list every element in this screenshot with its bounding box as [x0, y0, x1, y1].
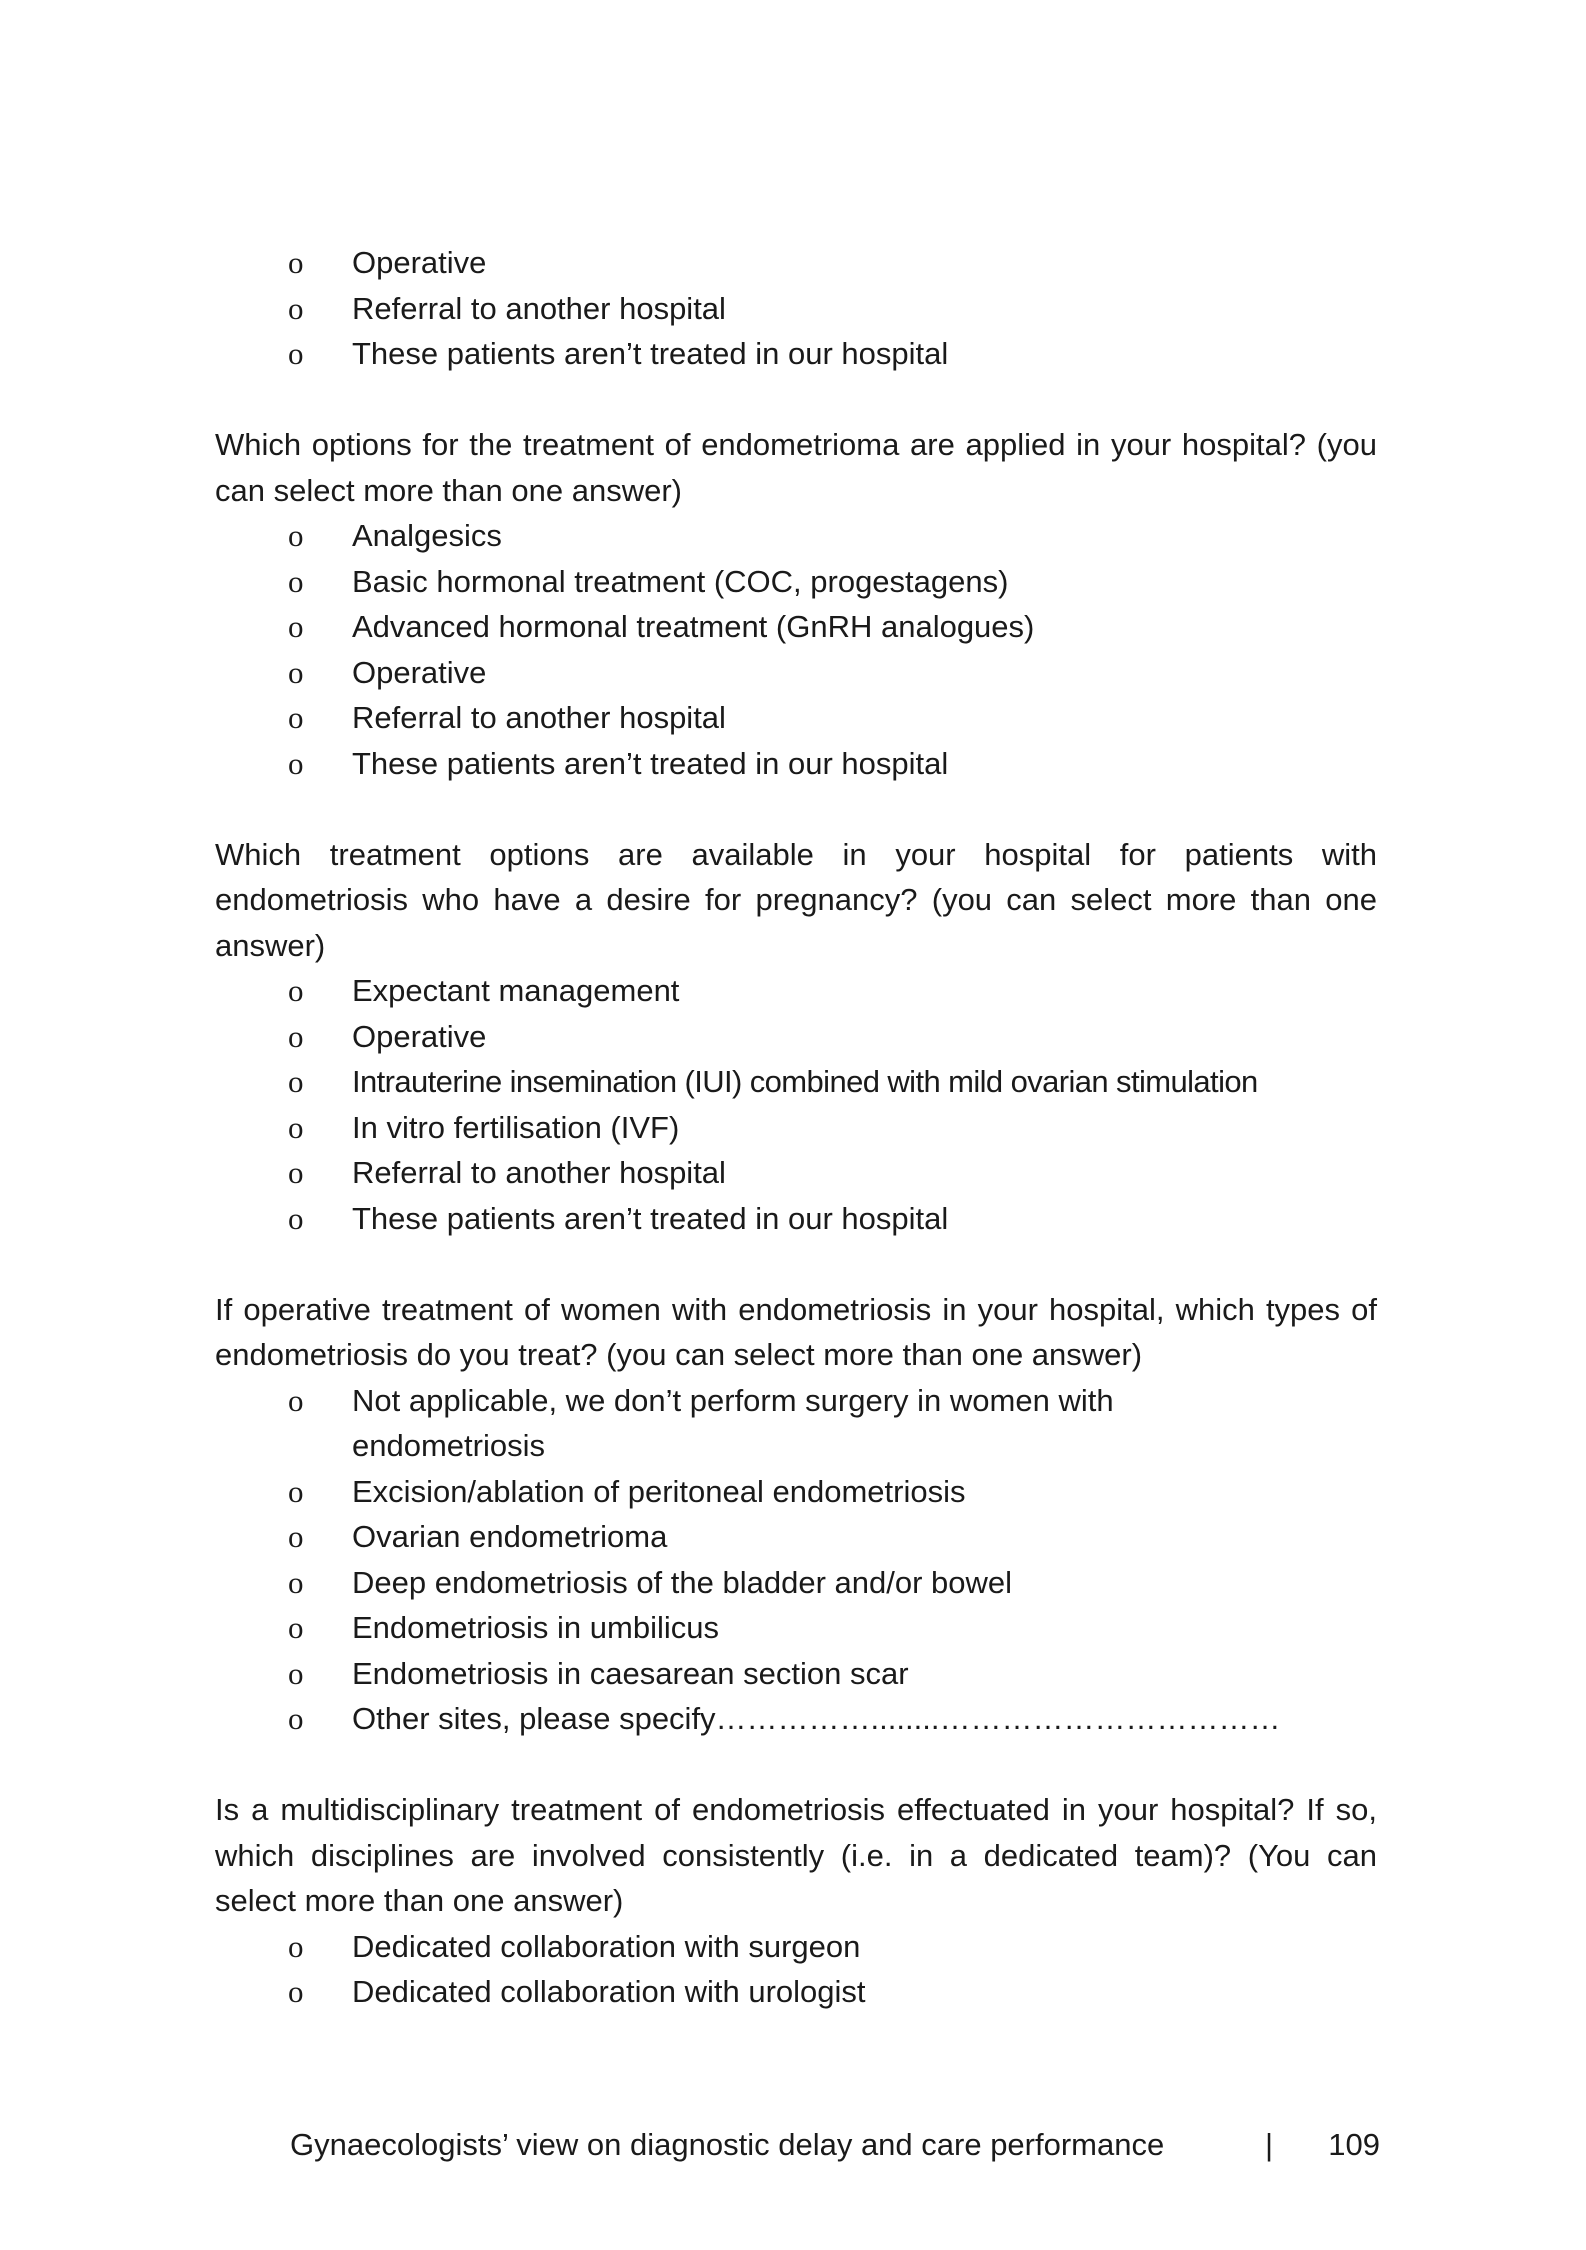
option-label: Expectant management: [352, 973, 680, 1008]
option-item[interactable]: [215, 1651, 1377, 1697]
question-section: [215, 240, 1377, 377]
option-item[interactable]: [215, 1696, 1377, 1742]
question-section: [215, 1287, 1377, 1742]
question-text: If operative treatment of women with endometriosis in your hospital, which types of endometriosis do you treat? (you can select more than one answer): [215, 1291, 1377, 1372]
option-list: [215, 968, 1377, 1241]
checkbox-bullet-icon[interactable]: o: [288, 563, 304, 599]
option-label: Operative: [352, 654, 487, 690]
checkbox-bullet-icon[interactable]: o: [288, 1655, 304, 1691]
option-item[interactable]: [215, 1059, 1377, 1105]
checkbox-bullet-icon[interactable]: o: [288, 1109, 304, 1145]
checkbox-bullet-icon[interactable]: o: [288, 1064, 304, 1099]
checkbox-bullet-icon[interactable]: o: [288, 654, 304, 690]
option-item[interactable]: [215, 286, 1377, 332]
option-label: These patients aren’t treated in our hospital: [352, 1200, 949, 1236]
option-label: Dedicated collaboration with urologist: [352, 1974, 866, 2009]
checkbox-bullet-icon[interactable]: o: [288, 1200, 304, 1236]
question-section: [215, 1787, 1377, 2015]
checkbox-bullet-icon[interactable]: o: [288, 1974, 304, 2009]
option-label: Operative: [352, 1018, 487, 1054]
option-item[interactable]: [215, 1605, 1377, 1651]
checkbox-bullet-icon[interactable]: o: [288, 1519, 304, 1554]
option-label: Dedicated collaboration with surgeon: [352, 1928, 861, 1964]
question-text: Which options for the treatment of endometrioma are applied in your hospital? (you can select more than one answer): [215, 427, 1377, 508]
option-label: In vitro fertilisation (IVF): [352, 1109, 680, 1145]
checkbox-bullet-icon[interactable]: o: [288, 1155, 304, 1190]
option-label: Ovarian endometrioma: [352, 1519, 668, 1554]
option-item[interactable]: [215, 1514, 1377, 1560]
checkbox-bullet-icon[interactable]: o: [288, 1701, 304, 1736]
option-item[interactable]: [215, 1105, 1377, 1151]
checkbox-bullet-icon[interactable]: o: [288, 336, 304, 371]
option-item[interactable]: [215, 1014, 1377, 1060]
option-label: These patients aren’t treated in our hospital: [352, 745, 949, 781]
option-item[interactable]: [215, 331, 1377, 377]
option-item[interactable]: [215, 604, 1377, 650]
option-label: Intrauterine insemination (IUI) combined with mild ovarian stimulation: [352, 1064, 1258, 1099]
option-item[interactable]: [215, 559, 1377, 605]
option-label: Other sites, please specify……………........……………………………: [352, 1701, 1281, 1736]
checkbox-bullet-icon[interactable]: o: [288, 1610, 304, 1645]
option-label: Endometriosis in caesarean section scar: [352, 1655, 909, 1691]
question-text: Which treatment options are available in your hospital for patients with endometriosis who have a desire for pregnancy? (you can select more than one answer): [215, 836, 1377, 963]
option-label: Referral to another hospital: [352, 700, 726, 735]
option-item[interactable]: [215, 1969, 1377, 2015]
checkbox-bullet-icon[interactable]: o: [288, 609, 304, 644]
running-title: Gynaecologists’ view on diagnostic delay and care performance: [290, 2127, 1165, 2162]
checkbox-bullet-icon[interactable]: o: [288, 973, 304, 1008]
checkbox-bullet-icon[interactable]: o: [288, 745, 304, 781]
option-label: Deep endometriosis of the bladder and/or bowel: [352, 1564, 1013, 1600]
option-item[interactable]: [215, 1469, 1377, 1515]
checkbox-bullet-icon[interactable]: o: [288, 518, 304, 553]
option-list: [215, 1378, 1377, 1742]
option-label: Excision/ablation of peritoneal endometriosis: [352, 1473, 966, 1509]
option-label: Referral to another hospital: [352, 1155, 726, 1190]
option-label: Operative: [352, 245, 487, 280]
option-label: Referral to another hospital: [352, 290, 726, 326]
page-number: 109: [1328, 2127, 1380, 2162]
option-list: [215, 240, 1377, 377]
option-item[interactable]: [215, 1196, 1377, 1242]
checkbox-bullet-icon[interactable]: o: [288, 1018, 304, 1054]
option-list: [215, 1924, 1377, 2015]
option-label: Basic hormonal treatment (COC, progestagens): [352, 563, 1009, 599]
option-item[interactable]: [215, 650, 1377, 696]
option-label: These patients aren’t treated in our hospital: [352, 336, 949, 371]
option-item[interactable]: [215, 1560, 1377, 1606]
question-text: Is a multidisciplinary treatment of endometriosis effectuated in your hospital? If so, which disciplines are involved consistently (i.e. in a dedicated team)? (You can select more than one answer): [215, 1792, 1377, 1918]
option-item[interactable]: [215, 1150, 1377, 1196]
option-label: Analgesics: [352, 518, 502, 553]
checkbox-bullet-icon[interactable]: o: [288, 700, 304, 735]
checkbox-bullet-icon[interactable]: o: [288, 245, 304, 280]
checkbox-bullet-icon[interactable]: o: [288, 1928, 304, 1964]
option-label: Advanced hormonal treatment (GnRH analogues): [352, 609, 1035, 644]
option-list: [215, 513, 1377, 786]
checkbox-bullet-icon[interactable]: o: [288, 1473, 304, 1509]
option-item[interactable]: [215, 968, 1377, 1014]
checkbox-bullet-icon[interactable]: o: [288, 1382, 304, 1418]
option-item[interactable]: [215, 695, 1377, 741]
option-item[interactable]: [215, 240, 1377, 286]
option-label: Not applicable, we don’t perform surgery in women with endometriosis: [352, 1382, 1114, 1463]
checkbox-bullet-icon[interactable]: o: [288, 290, 304, 326]
option-item[interactable]: [215, 513, 1377, 559]
option-item[interactable]: [215, 1378, 1377, 1469]
option-label: Endometriosis in umbilicus: [352, 1610, 719, 1645]
question-section: [215, 832, 1377, 1242]
question-section: [215, 422, 1377, 786]
questionnaire-content: [215, 240, 1377, 2015]
checkbox-bullet-icon[interactable]: o: [288, 1564, 304, 1600]
option-item[interactable]: [215, 741, 1377, 787]
option-item[interactable]: [215, 1924, 1377, 1970]
footer-separator: |: [1265, 2127, 1274, 2162]
